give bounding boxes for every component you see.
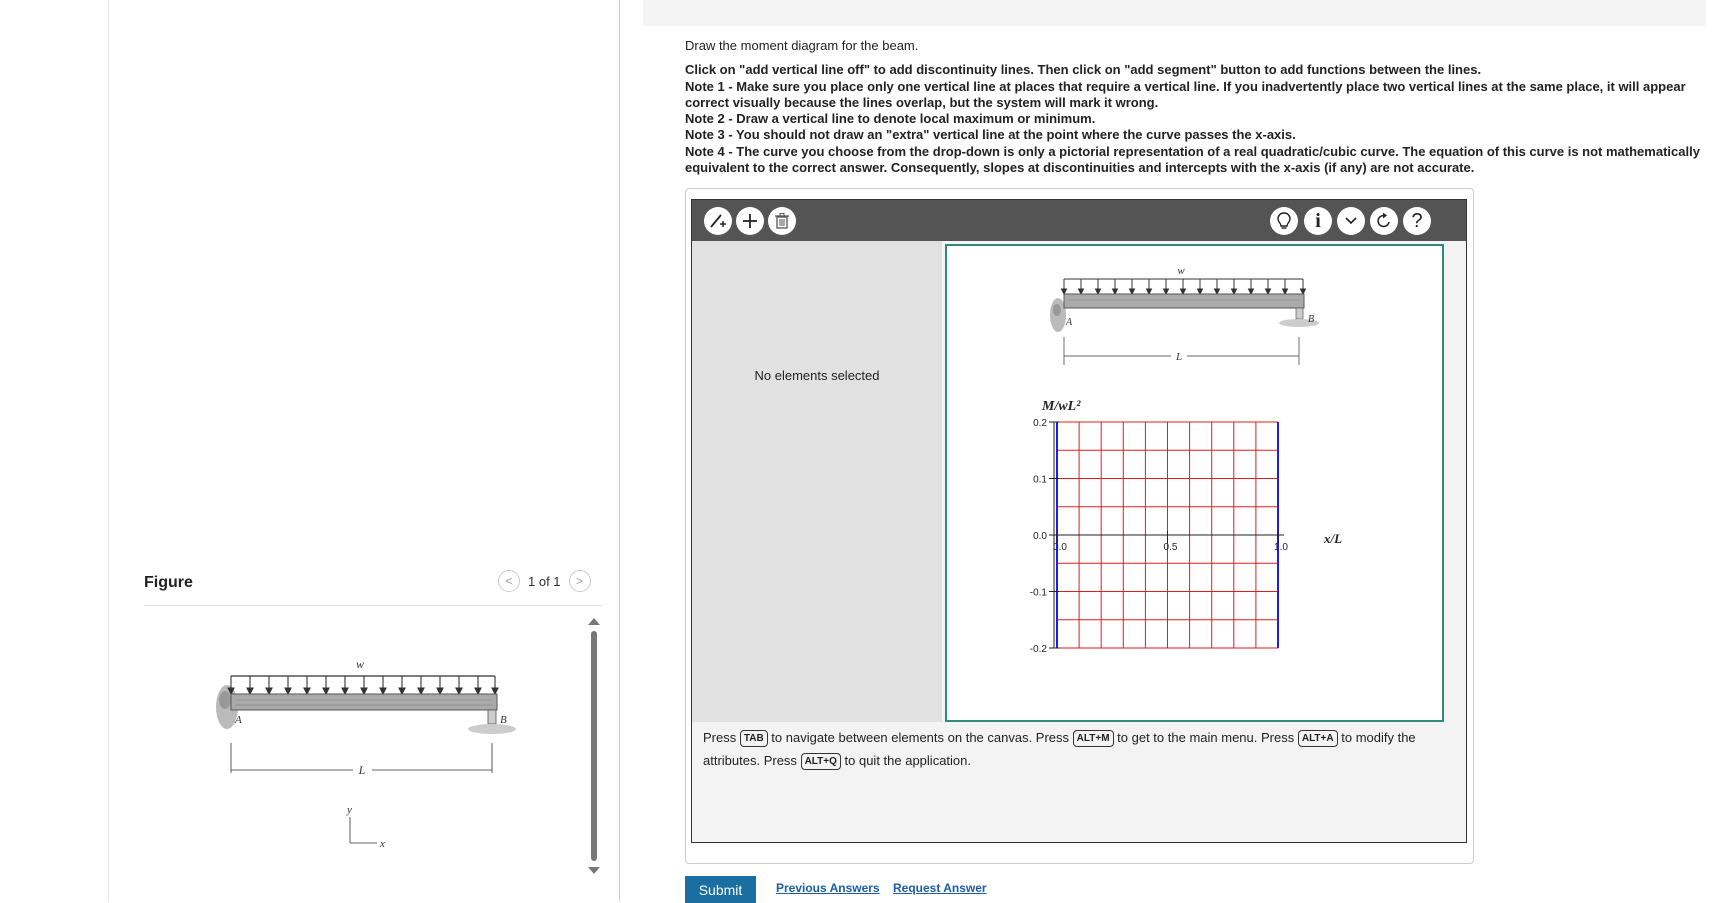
reset-icon xyxy=(1375,212,1393,230)
info-icon: i xyxy=(1315,209,1321,232)
moment-diagram-svg[interactable] xyxy=(947,246,1442,720)
instructions xyxy=(685,38,1705,176)
keyboard-help xyxy=(703,726,1455,772)
y-tick-label: 0.0 xyxy=(1033,531,1047,542)
line-plus-icon xyxy=(709,212,727,230)
help-text-5: to quit the application. xyxy=(844,753,971,768)
support-a-label: A xyxy=(235,714,242,726)
scroll-down-icon[interactable] xyxy=(588,867,600,874)
y-tick-label: -0.1 xyxy=(1029,587,1047,599)
coordinate-axes xyxy=(350,817,377,843)
help-text-3: to get to the main menu. Press xyxy=(1117,730,1295,745)
request-answer-link[interactable]: Request Answer xyxy=(893,881,987,895)
y-tick-label: 0.1 xyxy=(1033,474,1047,486)
figure-pager xyxy=(498,570,591,592)
x-tick-label: 1.0 xyxy=(1274,542,1288,553)
panel-divider xyxy=(619,0,620,901)
menu-button[interactable] xyxy=(1337,207,1365,235)
canvas-support-b: B xyxy=(1308,314,1315,325)
add-segment-button[interactable] xyxy=(736,207,764,235)
kbd-alt-a: ALT+A xyxy=(1298,730,1338,747)
axis-x-label: x xyxy=(380,838,385,850)
info-button[interactable] xyxy=(1304,207,1332,235)
canvas-beam xyxy=(1050,265,1319,365)
x-tick-label: 0.0 xyxy=(1053,542,1067,553)
canvas-length-label: L xyxy=(1175,351,1183,363)
trash-icon xyxy=(774,212,790,230)
instruction-note-2: Note 2 - Draw a vertical line to denote local maximum or minimum. xyxy=(685,111,1096,127)
figure-title: Figure xyxy=(144,574,193,591)
figure-scrollbar[interactable] xyxy=(587,615,601,877)
instruction-note-4: Note 4 - The curve you choose from the drop-down is only a pictorial representation of a real quadratic/cubic curve. The equation of this curve is not mathematically equivalent to the correct answer. Consequently, slopes at discontinuities and intercepts with the x-axis (if any) are not accurate. xyxy=(685,143,1700,176)
kbd-alt-m: ALT+M xyxy=(1073,730,1114,747)
top-strip xyxy=(643,0,1706,26)
help-text-2: to navigate between elements on the canvas. Press xyxy=(771,730,1070,745)
canvas-support-a: A xyxy=(1066,317,1073,328)
chevron-right-icon: > xyxy=(576,574,584,588)
canvas-load-label: w xyxy=(1177,265,1185,277)
help-text-1: Press xyxy=(703,730,737,745)
instruction-line: Click on "add vertical line off" to add discontinuity lines. Then click on "add segment" button to add functions between the lines. xyxy=(685,62,1482,78)
delete-button[interactable] xyxy=(768,207,796,235)
y-tick-label: 0.2 xyxy=(1033,418,1047,429)
kbd-tab: TAB xyxy=(740,730,768,747)
no-elements-text: No elements selected xyxy=(754,368,880,383)
figure-beam-diagram xyxy=(205,650,525,865)
reset-button[interactable] xyxy=(1370,207,1398,235)
next-figure-button[interactable] xyxy=(569,570,591,592)
distributed-load-arrows xyxy=(228,676,498,694)
hint-button[interactable] xyxy=(1270,207,1298,235)
beam xyxy=(231,694,497,710)
support-b xyxy=(468,710,516,734)
axis-y-label: y xyxy=(347,804,352,816)
chevron-down-icon xyxy=(1344,216,1358,226)
x-tick-label: 0.5 xyxy=(1163,542,1178,553)
figure-divider xyxy=(144,605,602,606)
kbd-alt-q: ALT+Q xyxy=(801,753,841,770)
y-axis-label: M/wL² xyxy=(1042,399,1081,414)
left-border xyxy=(108,0,109,901)
pager-count: 1 of 1 xyxy=(528,573,561,589)
length-label: L xyxy=(358,763,366,777)
help-text-4: to modify the attributes. Press xyxy=(703,730,1416,768)
properties-pane xyxy=(692,241,942,722)
scroll-thumb[interactable] xyxy=(591,631,597,861)
instructions-intro: Draw the moment diagram for the beam. xyxy=(685,38,919,53)
previous-answers-link[interactable]: Previous Answers xyxy=(776,881,880,895)
instruction-note-3: Note 3 - You should not draw an "extra" vertical line at the point where the curve passes the x-axis. xyxy=(685,127,1296,143)
scroll-up-icon[interactable] xyxy=(588,618,600,625)
y-tick-label: -0.2 xyxy=(1029,644,1047,655)
load-label: w xyxy=(355,657,365,671)
chevron-left-icon: < xyxy=(505,574,513,588)
lightbulb-icon xyxy=(1275,211,1293,231)
drawing-canvas[interactable] xyxy=(945,244,1444,722)
support-b-label: B xyxy=(500,714,507,726)
submit-button[interactable]: Submit xyxy=(685,876,756,903)
question-icon: ? xyxy=(1411,209,1423,232)
toolbar xyxy=(692,200,1466,241)
add-vertical-line-button[interactable] xyxy=(704,207,732,235)
prev-figure-button[interactable] xyxy=(498,570,520,592)
help-button[interactable] xyxy=(1403,207,1431,235)
x-axis-label: x/L xyxy=(1324,531,1343,546)
instruction-note-1: Note 1 - Make sure you place only one vertical line at places that require a vertical line. If you inadvertently place two vertical lines at the same place, it will appear correct visually because the lines overlap, but the system will mark it wrong. xyxy=(685,78,1686,110)
plus-icon xyxy=(741,212,759,230)
